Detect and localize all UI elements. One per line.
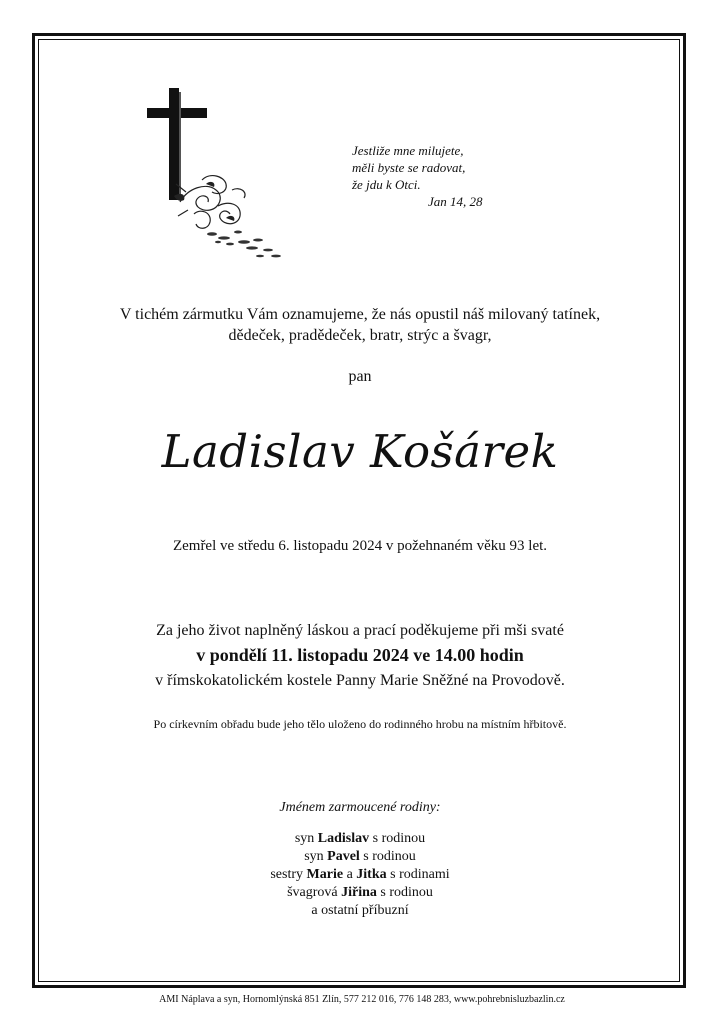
family-closing: a ostatní příbuzní <box>311 903 409 918</box>
announcement-line: dědeček, pradědeček, bratr, strýc a švagr, <box>228 327 492 344</box>
quote-line: Jestliže mne milujete, <box>352 143 464 158</box>
family-member-name: Ladislav <box>317 831 370 846</box>
bible-quote <box>352 142 483 210</box>
announcement-line: V tichém zármutku Vám oznamujeme, že nás opustil náš milovaný tatínek, <box>119 306 601 323</box>
footer-contact: AMI Náplava a syn, Hornomlýnská 851 Zlín, 577 212 016, 776 148 283, www.pohrebnisluzbazlin.cz <box>159 994 565 1005</box>
family-member: syn Ladislav s rodinou <box>294 831 426 846</box>
family-member-name: Marie <box>306 867 344 882</box>
death-notice: Zemřel ve středu 6. listopadu 2024 v požehnaném věku 93 let. <box>172 538 548 554</box>
family-list <box>40 830 680 920</box>
family-heading: Jménem zarmoucené rodiny: <box>279 800 441 815</box>
ceremony-place: v římskokatolickém kostele Panny Marie Sněžné na Provodově. <box>155 672 565 689</box>
ceremony-date: v pondělí 11. listopadu 2024 ve 14.00 hodin <box>196 645 524 665</box>
burial-note: Po církevním obřadu bude jeho tělo uloženo do rodinného hrobu na místním hřbitově. <box>153 717 567 731</box>
family-member-name: Jiřina <box>341 885 377 900</box>
family-member: sestry Marie a Jitka s rodinami <box>270 867 450 882</box>
deceased-name: Ladislav Košárek <box>161 425 559 478</box>
cross-with-roses-icon <box>140 84 290 262</box>
ceremony-info <box>40 619 680 692</box>
announcement <box>40 304 680 346</box>
quote-line: měli byste se radovat, <box>352 160 466 175</box>
quote-reference: Jan 14, 28 <box>428 194 483 209</box>
family-member-name: Pavel <box>327 849 360 864</box>
title-word: pan <box>348 368 372 385</box>
family-member: švagrová Jiřina s rodinou <box>287 885 433 900</box>
family-member-name: Jitka <box>356 867 387 882</box>
family-member: syn Pavel s rodinou <box>304 849 416 864</box>
ceremony-line: Za jeho život naplněný láskou a prací poděkujeme při mši svaté <box>156 622 564 639</box>
quote-line: že jdu k Otci. <box>352 177 421 192</box>
